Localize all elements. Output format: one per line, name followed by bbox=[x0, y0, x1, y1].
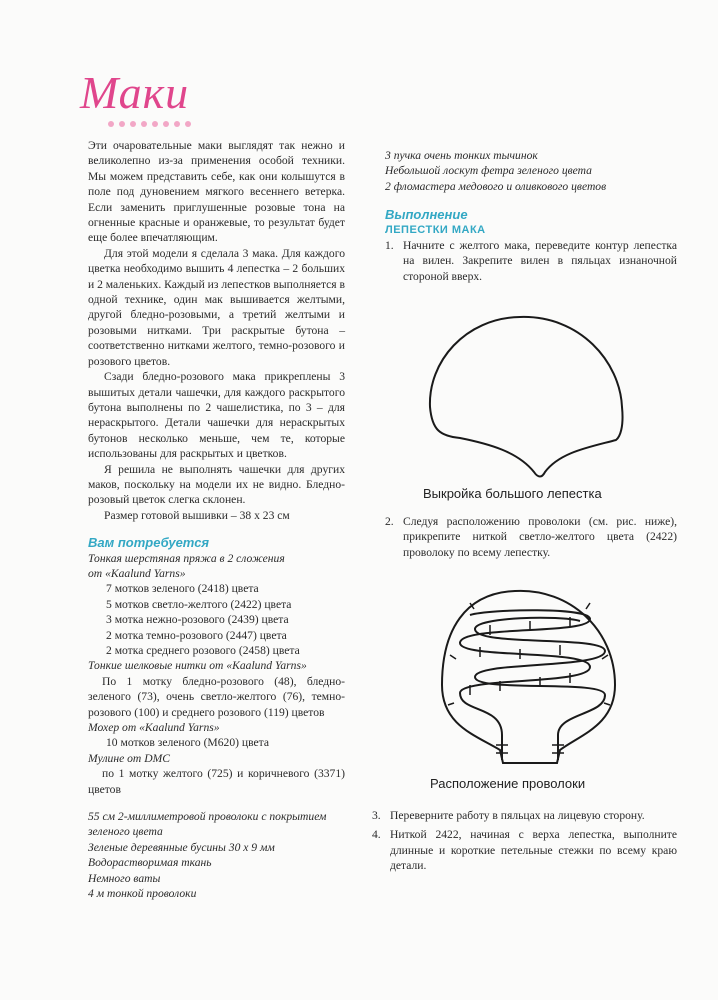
intro-paragraph: Сзади бледно-розового мака прикреплены 3 вышитых детали чашечки, для каждого раскрытого бутона выполнены по 2 чашелистика, по 3 – для нераскрытого. Детали чашечки для нераскрытых бутонов несколько меньше, чем те, которые использованы для раскрытых и цветков. bbox=[88, 370, 345, 461]
wire-layout-figure bbox=[430, 585, 630, 765]
extra-item: Немного ваты bbox=[88, 871, 161, 885]
step-text: Ниткой 2422, начиная с верха лепестка, выполните длинные и короткие петельные стежки по всему краю детали. bbox=[390, 828, 677, 873]
mohair-title: Мохер от «Kaalund Yarns» bbox=[88, 721, 220, 735]
extra-item: 3 пучка очень тонких тычинок bbox=[385, 149, 538, 162]
yarn-item: 7 мотков зеленого (2418) цвета bbox=[106, 582, 259, 596]
step-number: 1. bbox=[385, 239, 394, 253]
extra-item: Зеленые деревянные бусины 30 х 9 мм bbox=[88, 840, 275, 854]
dmc-title: Мулине от DMC bbox=[88, 751, 170, 765]
silk-text: По 1 мотку бледно-розового (48), бледно-зеленого (73), очень светло-желтого (76), темно-розового (100) и среднего розового (119) цветов bbox=[88, 674, 345, 719]
method-subheading: ЛЕПЕСТКИ МАКА bbox=[385, 223, 486, 236]
extra-item: 4 м тонкой проволоки bbox=[88, 887, 197, 901]
intro-paragraph: Я решила не выполнять чашечки для других маков, поскольку на модели их не видно. Бледно-розовый цветок слегка склонен. bbox=[88, 462, 345, 507]
method-heading: Выполнение bbox=[385, 207, 468, 223]
extra-item: 2 фломастера медового и оливкового цветов bbox=[385, 179, 607, 193]
step-2-block bbox=[385, 514, 677, 560]
step-number: 3. bbox=[372, 809, 381, 822]
step-item bbox=[372, 808, 677, 823]
intro-paragraph: Для этой модели я сделала 3 мака. Для каждого цветка необходимо вышить 4 лепестка – 2 больших и 2 маленьких. Каждый из лепестков выполняется в одной технике, один мак вышивается желтыми, другой бледно-розовыми, а третий желтыми и розовыми нитками. Три раскрытые бутона – соответственно нитками желтого, темно-розового и розового цветов. bbox=[88, 246, 346, 368]
extra-item: Небольшой лоскут фетра зеленого цвета bbox=[385, 164, 592, 178]
silk-title: Тонкие шелковые нитки от «Kaalund Yarns» bbox=[88, 659, 307, 673]
left-column bbox=[88, 138, 345, 902]
step-item bbox=[385, 514, 677, 560]
size-note: Размер готовой вышивки – 38 х 23 см bbox=[104, 508, 290, 522]
petal-outline-figure bbox=[420, 312, 640, 482]
yarn-item: 2 мотка темно-розового (2447) цвета bbox=[106, 628, 287, 642]
step-number: 4. bbox=[372, 828, 381, 842]
step-text: Следуя расположению проволоки (см. рис. ниже), прикрепите ниткой светло-желтого цвета (2422) проволоку по всему лепестку. bbox=[403, 515, 677, 559]
step-item bbox=[385, 238, 677, 284]
mohair-text: 10 мотков зеленого (M620) цвета bbox=[106, 736, 270, 750]
steps-3-4-block bbox=[372, 808, 677, 874]
title-dots-ornament bbox=[108, 121, 191, 127]
yarn-item: 5 мотков светло-желтого (2422) цвета bbox=[106, 597, 292, 611]
yarn-title: Тонкая шерстяная пряжа в 2 сложения bbox=[88, 551, 285, 565]
intro-paragraph: Эти очаровательные маки выглядят так нежно и великолепно из-за применения особой техники. Мы можем представить себе, как они колышутся в поле под дуновением мягкого весеннего ветерка. Если заменить приглушенные розовые тона на огненные красные и оранжевые, то результат будет еще более впечатляющим. bbox=[88, 139, 345, 245]
materials-heading: Вам потребуется bbox=[88, 535, 210, 551]
extra-item: 55 см 2-миллиметровой проволоки с покрытием зеленого цвета bbox=[88, 810, 327, 839]
step-text: Переверните работу в пяльцах на лицевую сторону. bbox=[390, 809, 645, 822]
step-text: Начните с желтого мака, переведите контур лепестка на вилен. Закрепите вилен в пяльцах изнаночной стороной вверх. bbox=[403, 239, 677, 283]
wire-caption: Расположение проволоки bbox=[430, 776, 586, 791]
dmc-text: по 1 мотку желтого (725) и коричневого (3371) цветов bbox=[88, 767, 345, 796]
page-title: Маки bbox=[80, 67, 190, 118]
yarn-item: 3 мотка нежно-розового (2439) цвета bbox=[106, 613, 289, 627]
extra-item: Водорастворимая ткань bbox=[88, 856, 212, 870]
yarn-item: 2 мотка среднего розового (2458) цвета bbox=[106, 644, 300, 657]
step-item bbox=[372, 827, 677, 873]
step-number: 2. bbox=[385, 515, 394, 528]
petal-caption: Выкройка большого лепестка bbox=[423, 486, 602, 501]
yarn-from: от «Kaalund Yarns» bbox=[88, 566, 186, 580]
right-column-top bbox=[385, 148, 677, 284]
